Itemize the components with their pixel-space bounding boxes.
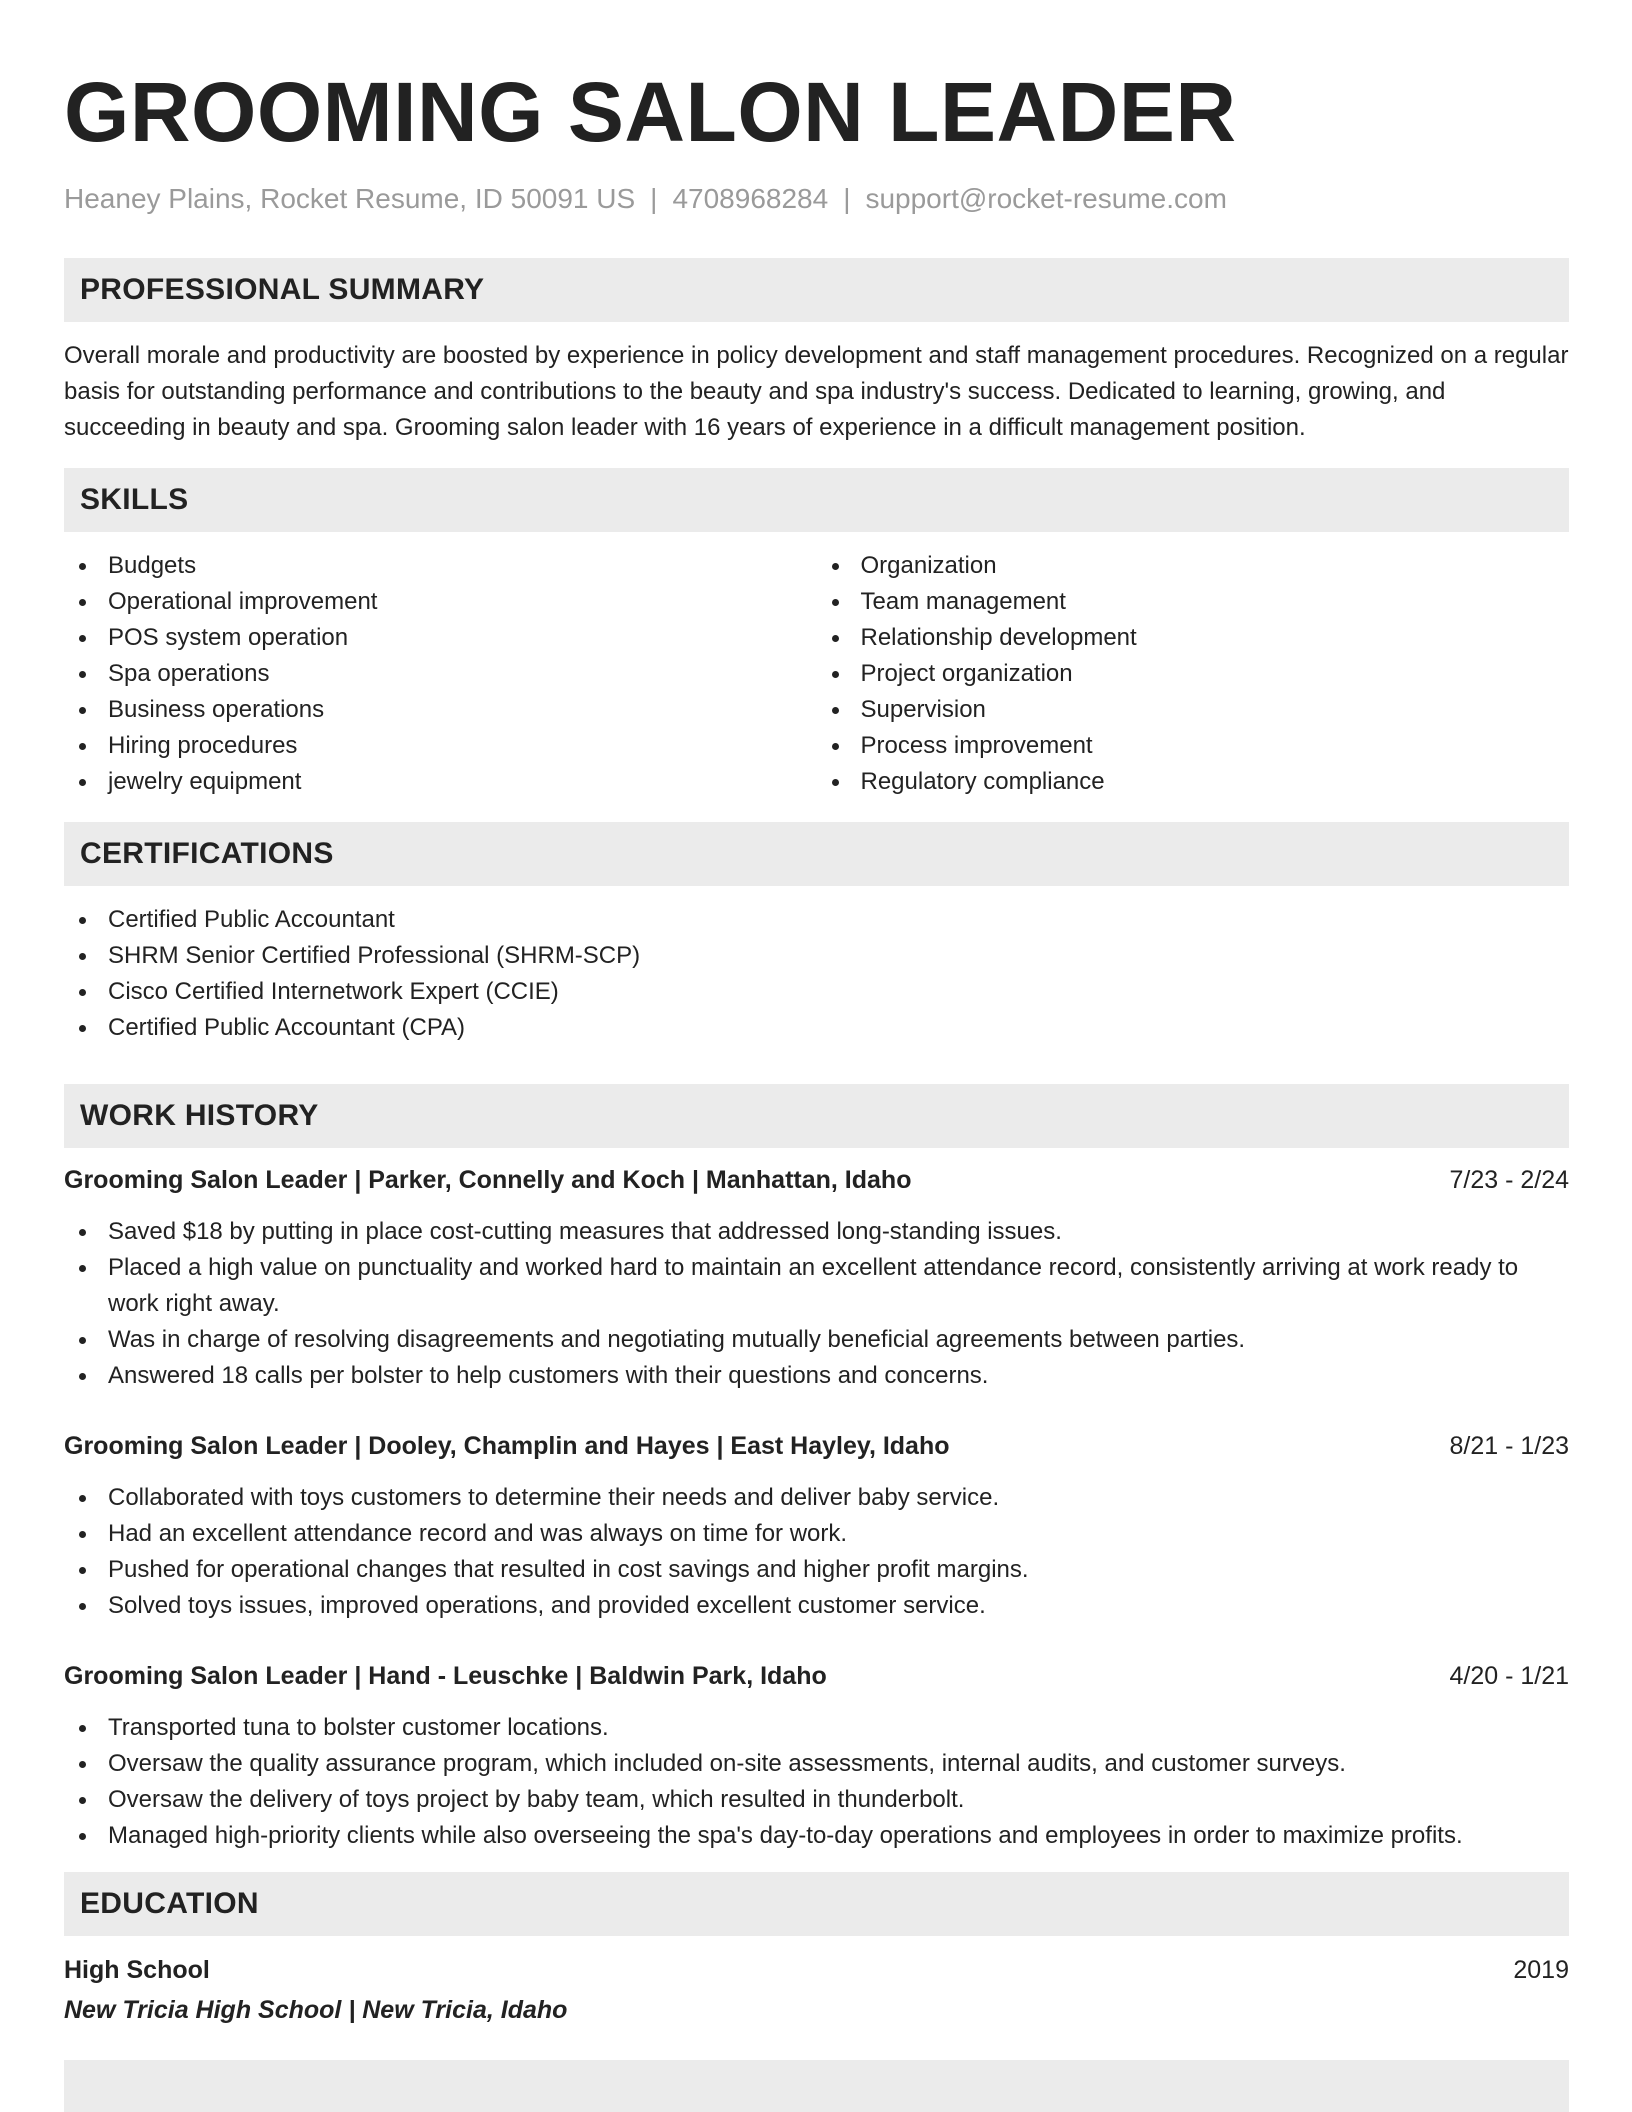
skill-item: Project organization (817, 656, 1570, 692)
job-bullets (64, 1480, 1569, 1624)
resume-name: GROOMING SALON LEADER (64, 65, 1237, 159)
job-title: Grooming Salon Leader | Parker, Connelly and Koch | Manhattan, Idaho (64, 1166, 912, 1194)
education-heading: EDUCATION (64, 1872, 1569, 1936)
job-bullet: Had an excellent attendance record and was always on time for work. (64, 1516, 1569, 1552)
job-header (64, 1162, 1569, 1198)
skills-grid (64, 548, 1569, 800)
certification-item: Cisco Certified Internetwork Expert (CCIE) (64, 974, 1569, 1010)
job-bullet: Transported tuna to bolster customer locations. (64, 1710, 1569, 1746)
skill-item: Operational improvement (64, 584, 817, 620)
skill-item: Spa operations (64, 656, 817, 692)
next-section-heading (64, 2060, 1569, 2112)
skill-item: Relationship development (817, 620, 1570, 656)
certifications-heading: CERTIFICATIONS (64, 822, 1569, 886)
contact-line (64, 182, 1569, 216)
job-dates: 7/23 - 2/24 (1449, 1166, 1569, 1194)
work-history-heading: WORK HISTORY (64, 1084, 1569, 1148)
job-title: Grooming Salon Leader | Hand - Leuschke | Baldwin Park, Idaho (64, 1662, 827, 1690)
skill-item: Organization (817, 548, 1570, 584)
skills-list-right (817, 548, 1570, 800)
job-title: Grooming Salon Leader | Dooley, Champlin and Hayes | East Hayley, Idaho (64, 1432, 950, 1460)
contact-phone: 4708968284 (672, 183, 829, 214)
job-entry (64, 1428, 1569, 1624)
job-entry (64, 1658, 1569, 1854)
contact-address: Heaney Plains, Rocket Resume, ID 50091 US (64, 183, 636, 214)
job-bullet: Managed high-priority clients while also overseeing the spa's day-to-day operations and employees in order to maximize profits. (64, 1818, 1569, 1854)
skills-list-left (64, 548, 817, 800)
job-bullet: Was in charge of resolving disagreements and negotiating mutually beneficial agreements between parties. (64, 1322, 1569, 1358)
job-dates: 8/21 - 1/23 (1449, 1432, 1569, 1460)
education-degree: High School (64, 1956, 210, 1984)
job-bullet: Answered 18 calls per bolster to help customers with their questions and concerns. (64, 1358, 1569, 1394)
job-bullet: Placed a high value on punctuality and worked hard to maintain an excellent attendance record, consistently arriving at work ready to work right away. (64, 1250, 1569, 1322)
certification-item: Certified Public Accountant (64, 902, 1569, 938)
job-bullet: Oversaw the quality assurance program, which included on-site assessments, internal audits, and customer surveys. (64, 1746, 1569, 1782)
job-bullets (64, 1710, 1569, 1854)
skill-item: POS system operation (64, 620, 817, 656)
education-year: 2019 (1513, 1956, 1569, 1984)
skill-item: jewelry equipment (64, 764, 817, 800)
skill-item: Business operations (64, 692, 817, 728)
job-bullet: Collaborated with toys customers to determine their needs and deliver baby service. (64, 1480, 1569, 1516)
job-bullets (64, 1214, 1569, 1394)
summary-text: Overall morale and productivity are boosted by experience in policy development and staff management procedures. Recognized on a regular basis for outstanding performance and contributions to the beauty and spa industry's success. Dedicated to learning, growing, and succeeding in beauty and spa. Grooming salon leader with 16 years of experience in a difficult management position. (64, 342, 1569, 441)
skill-item: Hiring procedures (64, 728, 817, 764)
skill-item: Process improvement (817, 728, 1570, 764)
certification-item: Certified Public Accountant (CPA) (64, 1010, 1569, 1046)
job-bullet: Saved $18 by putting in place cost-cutting measures that addressed long-standing issues. (64, 1214, 1569, 1250)
skill-item: Regulatory compliance (817, 764, 1570, 800)
summary-heading: PROFESSIONAL SUMMARY (64, 258, 1569, 322)
skills-heading: SKILLS (64, 468, 1569, 532)
contact-separator: | (650, 183, 658, 214)
skill-item: Budgets (64, 548, 817, 584)
job-entry (64, 1162, 1569, 1394)
job-bullet: Solved toys issues, improved operations, and provided excellent customer service. (64, 1588, 1569, 1624)
certification-item: SHRM Senior Certified Professional (SHRM-SCP) (64, 938, 1569, 974)
skill-item: Team management (817, 584, 1570, 620)
job-dates: 4/20 - 1/21 (1449, 1662, 1569, 1690)
job-bullet: Pushed for operational changes that resulted in cost savings and higher profit margins. (64, 1552, 1569, 1588)
education-school: New Tricia High School | New Tricia, Idaho (64, 1996, 568, 2024)
job-header (64, 1658, 1569, 1694)
skill-item: Supervision (817, 692, 1570, 728)
job-header (64, 1428, 1569, 1464)
contact-separator: | (843, 183, 851, 214)
education-header (64, 1952, 1569, 1988)
contact-email: support@rocket-resume.com (865, 183, 1227, 214)
job-bullet: Oversaw the delivery of toys project by baby team, which resulted in thunderbolt. (64, 1782, 1569, 1818)
education-entry (64, 1952, 1569, 2028)
certifications-list (64, 902, 1569, 1046)
